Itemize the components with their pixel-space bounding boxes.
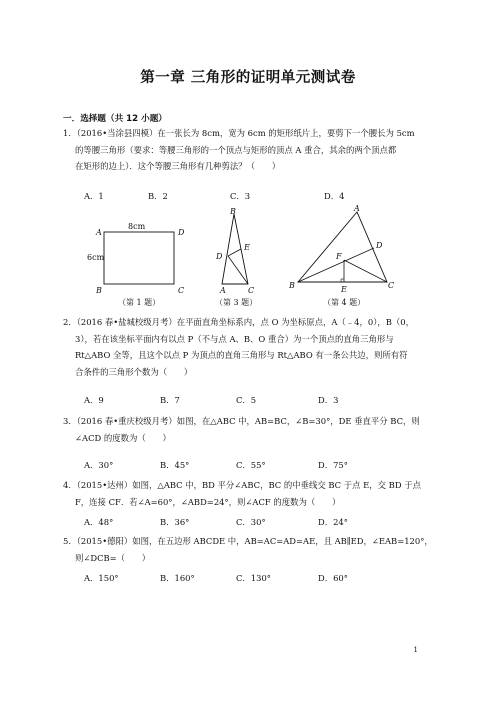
question-3	[63, 413, 433, 446]
fig4-label-b: B	[289, 281, 295, 290]
question-5-line: 5．（2015•德阳）如图，在五边形 ABCDE 中，AB=AC=AD=AE，且 AB∥ED，∠EAB=120°，	[63, 536, 433, 546]
option-b: B．45°	[160, 460, 190, 470]
question-4	[63, 477, 433, 510]
question-2-line: 3），若在该坐标平面内有以点 P（不与点 A、B、O 重合）为一个顶点的直角三角形与	[75, 333, 394, 344]
fig4-label-e: E	[341, 285, 347, 294]
fig3-label-e: E	[244, 243, 250, 252]
question-5	[63, 533, 433, 566]
fig1-label-c: C	[178, 286, 185, 295]
option-d: D．24°	[318, 517, 348, 527]
page-number: 1	[413, 646, 418, 654]
question-2-options	[84, 394, 338, 406]
question-3-line: 3．（2016 春•重庆校级月考）如图，在△ABC 中，AB=BC，∠B=30°，DE 垂直平分 BC，则	[63, 416, 420, 426]
option-d: D．60°	[318, 573, 348, 583]
option-b: B．36°	[160, 517, 190, 527]
option-d: D．75°	[318, 460, 348, 470]
figure-4-triangle	[288, 204, 394, 294]
section-heading: 一．选择题（共 12 小题）	[63, 114, 167, 124]
fig4-label-c: C	[388, 281, 395, 290]
figure-4-caption: （第 4 题）	[323, 298, 366, 307]
page-title: 第一章 三角形的证明单元测试卷	[140, 70, 356, 86]
fig4-label-f: F	[336, 252, 342, 261]
question-2-line: 合条件的三角形个数为（ ）	[75, 366, 193, 377]
fig1-label-a: A	[96, 228, 102, 237]
fig3-label-d: D	[216, 252, 223, 261]
option-c: C．3	[230, 191, 251, 201]
option-a: A．150°	[84, 573, 119, 583]
fig1-label-height: 6cm	[87, 253, 105, 262]
fig4-label-a: A	[354, 204, 360, 213]
question-3-options	[84, 459, 348, 471]
fig4-label-d: D	[376, 241, 383, 250]
option-b: B．160°	[160, 573, 195, 583]
fig1-label-width: 8cm	[128, 222, 146, 231]
figure-1-caption: （第 1 题）	[118, 298, 161, 307]
question-2-line: Rt△ABO 全等，且这个以点 P 为顶点的直角三角形与 Rt△ABO 有一条公共边，则所有符	[75, 350, 408, 360]
question-1	[63, 125, 433, 175]
option-b: B．2	[148, 191, 168, 201]
option-d: D．4	[324, 191, 345, 201]
fig3-label-b: B	[230, 207, 236, 216]
question-5-options	[84, 572, 348, 584]
figure-3-triangle	[215, 207, 254, 295]
option-c: C．55°	[236, 460, 266, 470]
question-4-line: 4．（2015•达州）如图，△ABC 中，BD 平分∠ABC，BC 的中垂线交 BC 于点 E，交 BD 于点	[63, 480, 421, 490]
option-c: C．130°	[236, 573, 271, 583]
figure-1-rectangle	[87, 222, 185, 295]
option-c: C．30°	[236, 517, 266, 527]
fig3-label-a: A	[220, 286, 226, 295]
question-1-line: 1．（2016•当涂县四模）在一张长为 8cm，宽为 6cm 的矩形纸片上，要剪下一个腰长为 5cm	[63, 128, 415, 138]
option-d: D．3	[318, 395, 339, 405]
option-a: A．1	[84, 191, 104, 201]
option-a: A．9	[84, 395, 104, 405]
figures-row	[82, 204, 412, 300]
option-a: A．48°	[84, 517, 114, 527]
option-a: A．30°	[84, 460, 114, 470]
fig3-label-c: C	[248, 286, 255, 295]
question-1-line: 的等腰三角形（要求：等腰三角形的一个顶点与矩形的顶点 A 重合，其余的两个顶点都	[75, 144, 397, 155]
question-4-line: F，连接 CF．若∠A=60°，∠ABD=24°，则∠ACF 的度数为（ ）	[75, 496, 341, 507]
figure-3-caption: （第 3 题）	[215, 298, 258, 307]
question-5-line: 则∠DCB=（ ）	[75, 552, 151, 563]
question-4-options	[84, 516, 348, 528]
question-2	[63, 314, 433, 380]
question-3-line: ∠ACD 的度数为（ ）	[75, 432, 171, 443]
fig1-label-b: B	[96, 286, 102, 295]
fig1-label-d: D	[178, 228, 185, 237]
question-1-options	[84, 190, 344, 202]
option-b: B．7	[160, 395, 180, 405]
question-1-line: 在矩形的边上）．这个等腰三角形有几种剪法？（ ）	[75, 161, 281, 171]
option-c: C．5	[236, 395, 257, 405]
question-2-line: 2．（2016 春•盐城校级月考）在平面直角坐标系内，点 O 为坐标原点，A（﹣4，0），B（0，	[63, 317, 414, 327]
